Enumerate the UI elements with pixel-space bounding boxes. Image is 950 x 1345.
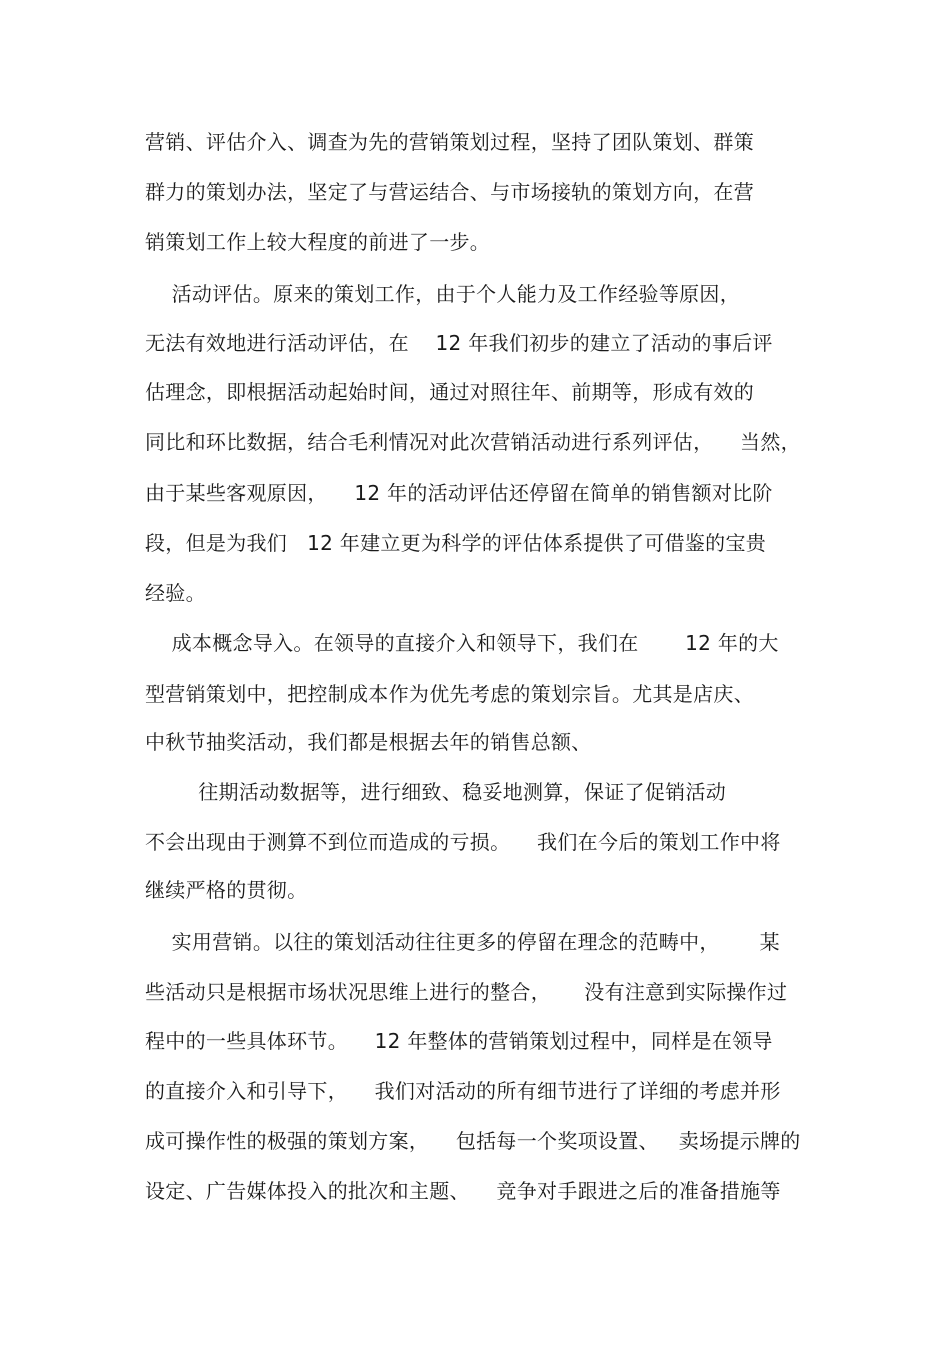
text-line: 往期活动数据等，进行细致、稳妥地测算，保证了促销活动 — [145, 780, 727, 804]
text-line: 由于某些客观原因， 12 年的活动评估还停留在简单的销售额对比阶 — [145, 481, 773, 505]
text-line: 型营销策划中，把控制成本作为优先考虑的策划宗旨。尤其是店庆、 — [145, 682, 754, 706]
text-line: 的直接介入和引导下， 我们对活动的所有细节进行了详细的考虑并形 — [145, 1079, 781, 1103]
text-line: 继续严格的贯彻。 — [145, 878, 308, 902]
text-line: 群力的策划办法，坚定了与营运结合、与市场接轨的策划方向，在营 — [145, 180, 754, 204]
text-line: 中秋节抽奖活动，我们都是根据去年的销售总额、 — [145, 730, 592, 754]
text-line: 程中的一些具体环节。 12 年整体的营销策划过程中，同样是在领导 — [145, 1029, 773, 1053]
text-line: 销策划工作上较大程度的前进了一步。 — [145, 230, 491, 254]
text-line: 实用营销。以往的策划活动往往更多的停留在理念的范畴中， 某 — [145, 930, 780, 954]
text-line: 段，但是为我们 12 年建立更为科学的评估体系提供了可借鉴的宝贵 — [145, 531, 767, 555]
text-line: 无法有效地进行活动评估，在 12 年我们初步的建立了活动的事后评 — [145, 331, 773, 355]
text-line: 不会出现由于测算不到位而造成的亏损。 我们在今后的策划工作中将 — [145, 830, 781, 854]
text-line: 营销、评估介入、调查为先的营销策划过程，坚持了团队策划、群策 — [145, 130, 754, 154]
text-line: 同比和环比数据，结合毛利情况对此次营销活动进行系列评估， 当然， — [145, 430, 801, 454]
text-line: 估理念，即根据活动起始时间，通过对照往年、前期等，形成有效的 — [145, 380, 754, 404]
text-line: 成本概念导入。在领导的直接介入和领导下，我们在 12 年的大 — [145, 631, 779, 655]
text-line: 成可操作性的极强的策划方案， 包括每一个奖项设置、 卖场提示牌的 — [145, 1129, 801, 1153]
text-line: 活动评估。原来的策划工作，由于个人能力及工作经验等原因， — [145, 282, 741, 306]
text-line: 经验。 — [145, 581, 206, 605]
text-line: 些活动只是根据市场状况思维上进行的整合， 没有注意到实际操作过 — [145, 980, 788, 1004]
text-line: 设定、广告媒体投入的批次和主题、 竞争对手跟进之后的准备措施等 — [145, 1179, 781, 1203]
